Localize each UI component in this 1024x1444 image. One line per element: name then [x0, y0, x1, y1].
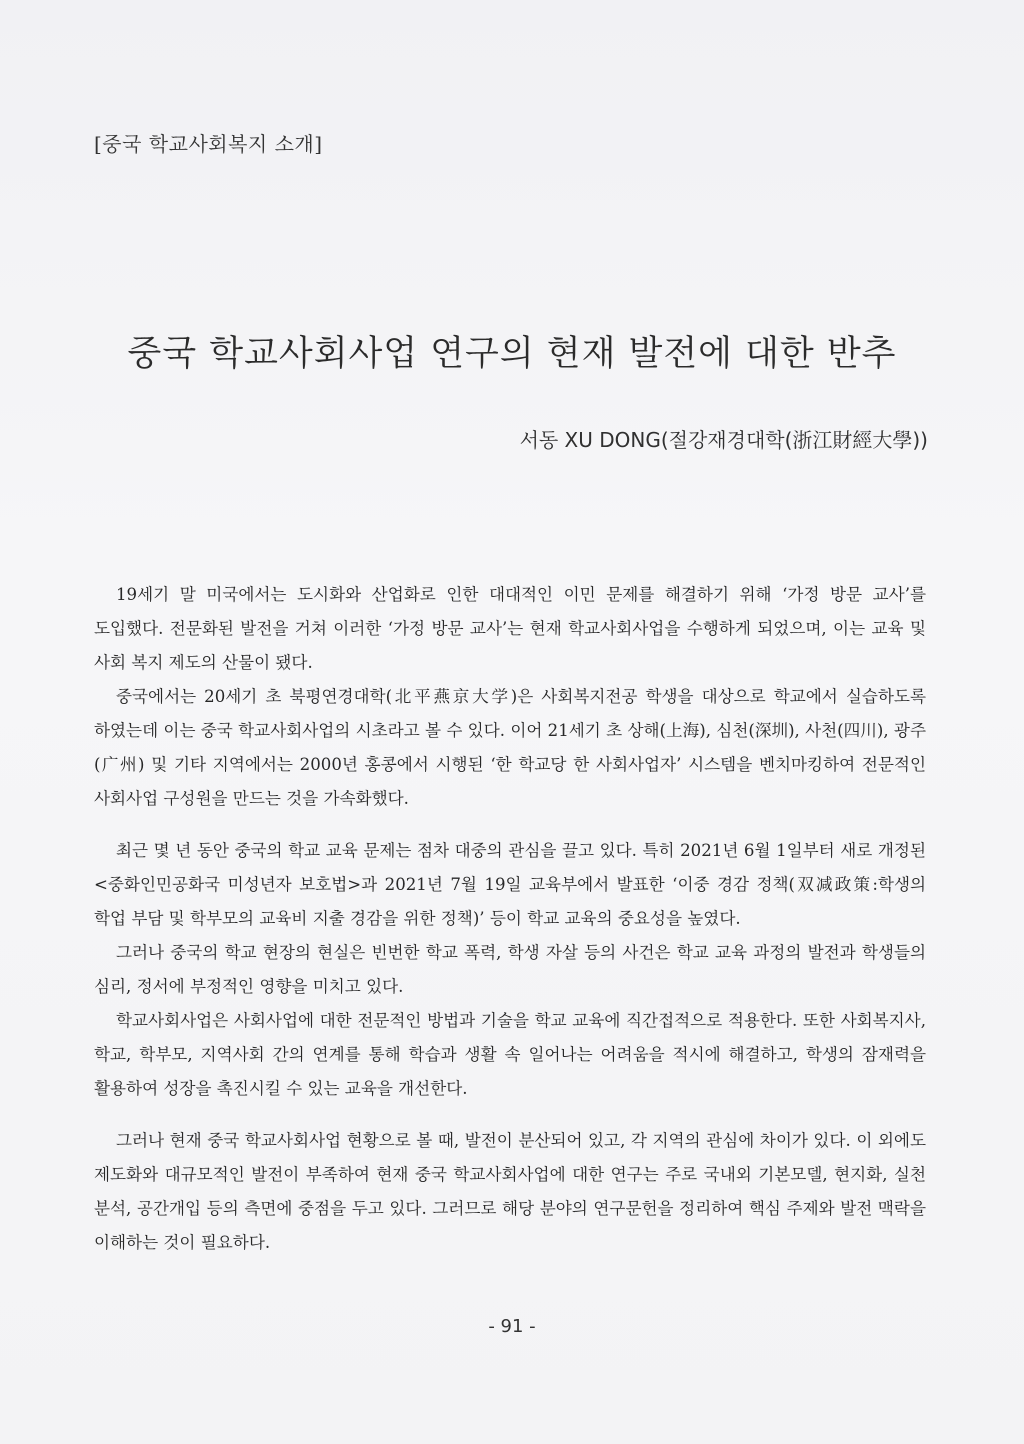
paragraph-2: 중국에서는 20세기 초 북평연경대학(北平燕京大学)은 사회복지전공 학생을 대상으로 학교에서 실습하도록 하였는데 이는 중국 학교사회사업의 시초라고 볼 수 있다. 이어 21세기 초 상해(上海), 심천(深圳), 사천(四川), 광주(广州) 및 기타 지역에서는 2000년 홍콩에서 시행된 ‘한 학교당 한 사회사업자’ 시스템을 벤치마킹하여 전문적인 사회사업 구성원을 만드는 것을 가속화했다. — [94, 687, 926, 808]
author-line: 서동 XU DONG(절강재경대학(浙江財經大學)) — [519, 428, 928, 452]
paragraph-1: 19세기 말 미국에서는 도시화와 산업화로 인한 대대적인 이민 문제를 해결하기 위해 ‘가정 방문 교사’를 도입했다. 전문화된 발전을 거쳐 이러한 ‘가정 방문 교사’는 현재 학교사회사업을 수행하게 되었으며, 이는 교육 및 사회 복지 제도의 산물이 됐다. — [94, 585, 926, 672]
paragraph-4: 그러나 중국의 학교 현장의 현실은 빈번한 학교 폭력, 학생 자살 등의 사건은 학교 교육 과정의 발전과 학생들의 심리, 정서에 부정적인 영향을 미치고 있다. — [94, 943, 926, 996]
paragraph-6: 그러나 현재 중국 학교사회사업 현황으로 볼 때, 발전이 분산되어 있고, 각 지역의 관심에 차이가 있다. 이 외에도 제도화와 대규모적인 발전이 부족하여 현재 중국 학교사회사업에 대한 연구는 주로 국내외 기본모델, 현지화, 실천 분석, 공간개입 등의 측면에 중점을 두고 있다. 그러므로 해당 분야의 연구문헌을 정리하여 핵심 주제와 발전 맥락을 이해하는 것이 필요하다. — [94, 1131, 926, 1252]
paragraph-3: 최근 몇 년 동안 중국의 학교 교육 문제는 점차 대중의 관심을 끌고 있다. 특히 2021년 6월 1일부터 새로 개정된 <중화인민공화국 미성년자 보호법>과 2021년 7월 19일 교육부에서 발표한 ‘이중 경감 정책(双减政策:학생의 학업 부담 및 학부모의 교육비 지출 경감을 위한 정책)’ 등이 학교 교육의 중요성을 높였다. — [94, 841, 926, 928]
page-number: - 91 - — [488, 1316, 536, 1337]
article-title: 중국 학교사회사업 연구의 현재 발전에 대한 반추 — [127, 334, 897, 375]
section-label: [중국 학교사회복지 소개] — [94, 132, 323, 156]
article-body — [94, 578, 926, 1260]
paragraph-5: 학교사회사업은 사회사업에 대한 전문적인 방법과 기술을 학교 교육에 직간접적으로 적용한다. 또한 사회복지사, 학교, 학부모, 지역사회 간의 연계를 통해 학습과 생활 속 일어나는 어려움을 적시에 해결하고, 학생의 잠재력을 활용하여 성장을 촉진시킬 수 있는 교육을 개선한다. — [94, 1011, 926, 1098]
